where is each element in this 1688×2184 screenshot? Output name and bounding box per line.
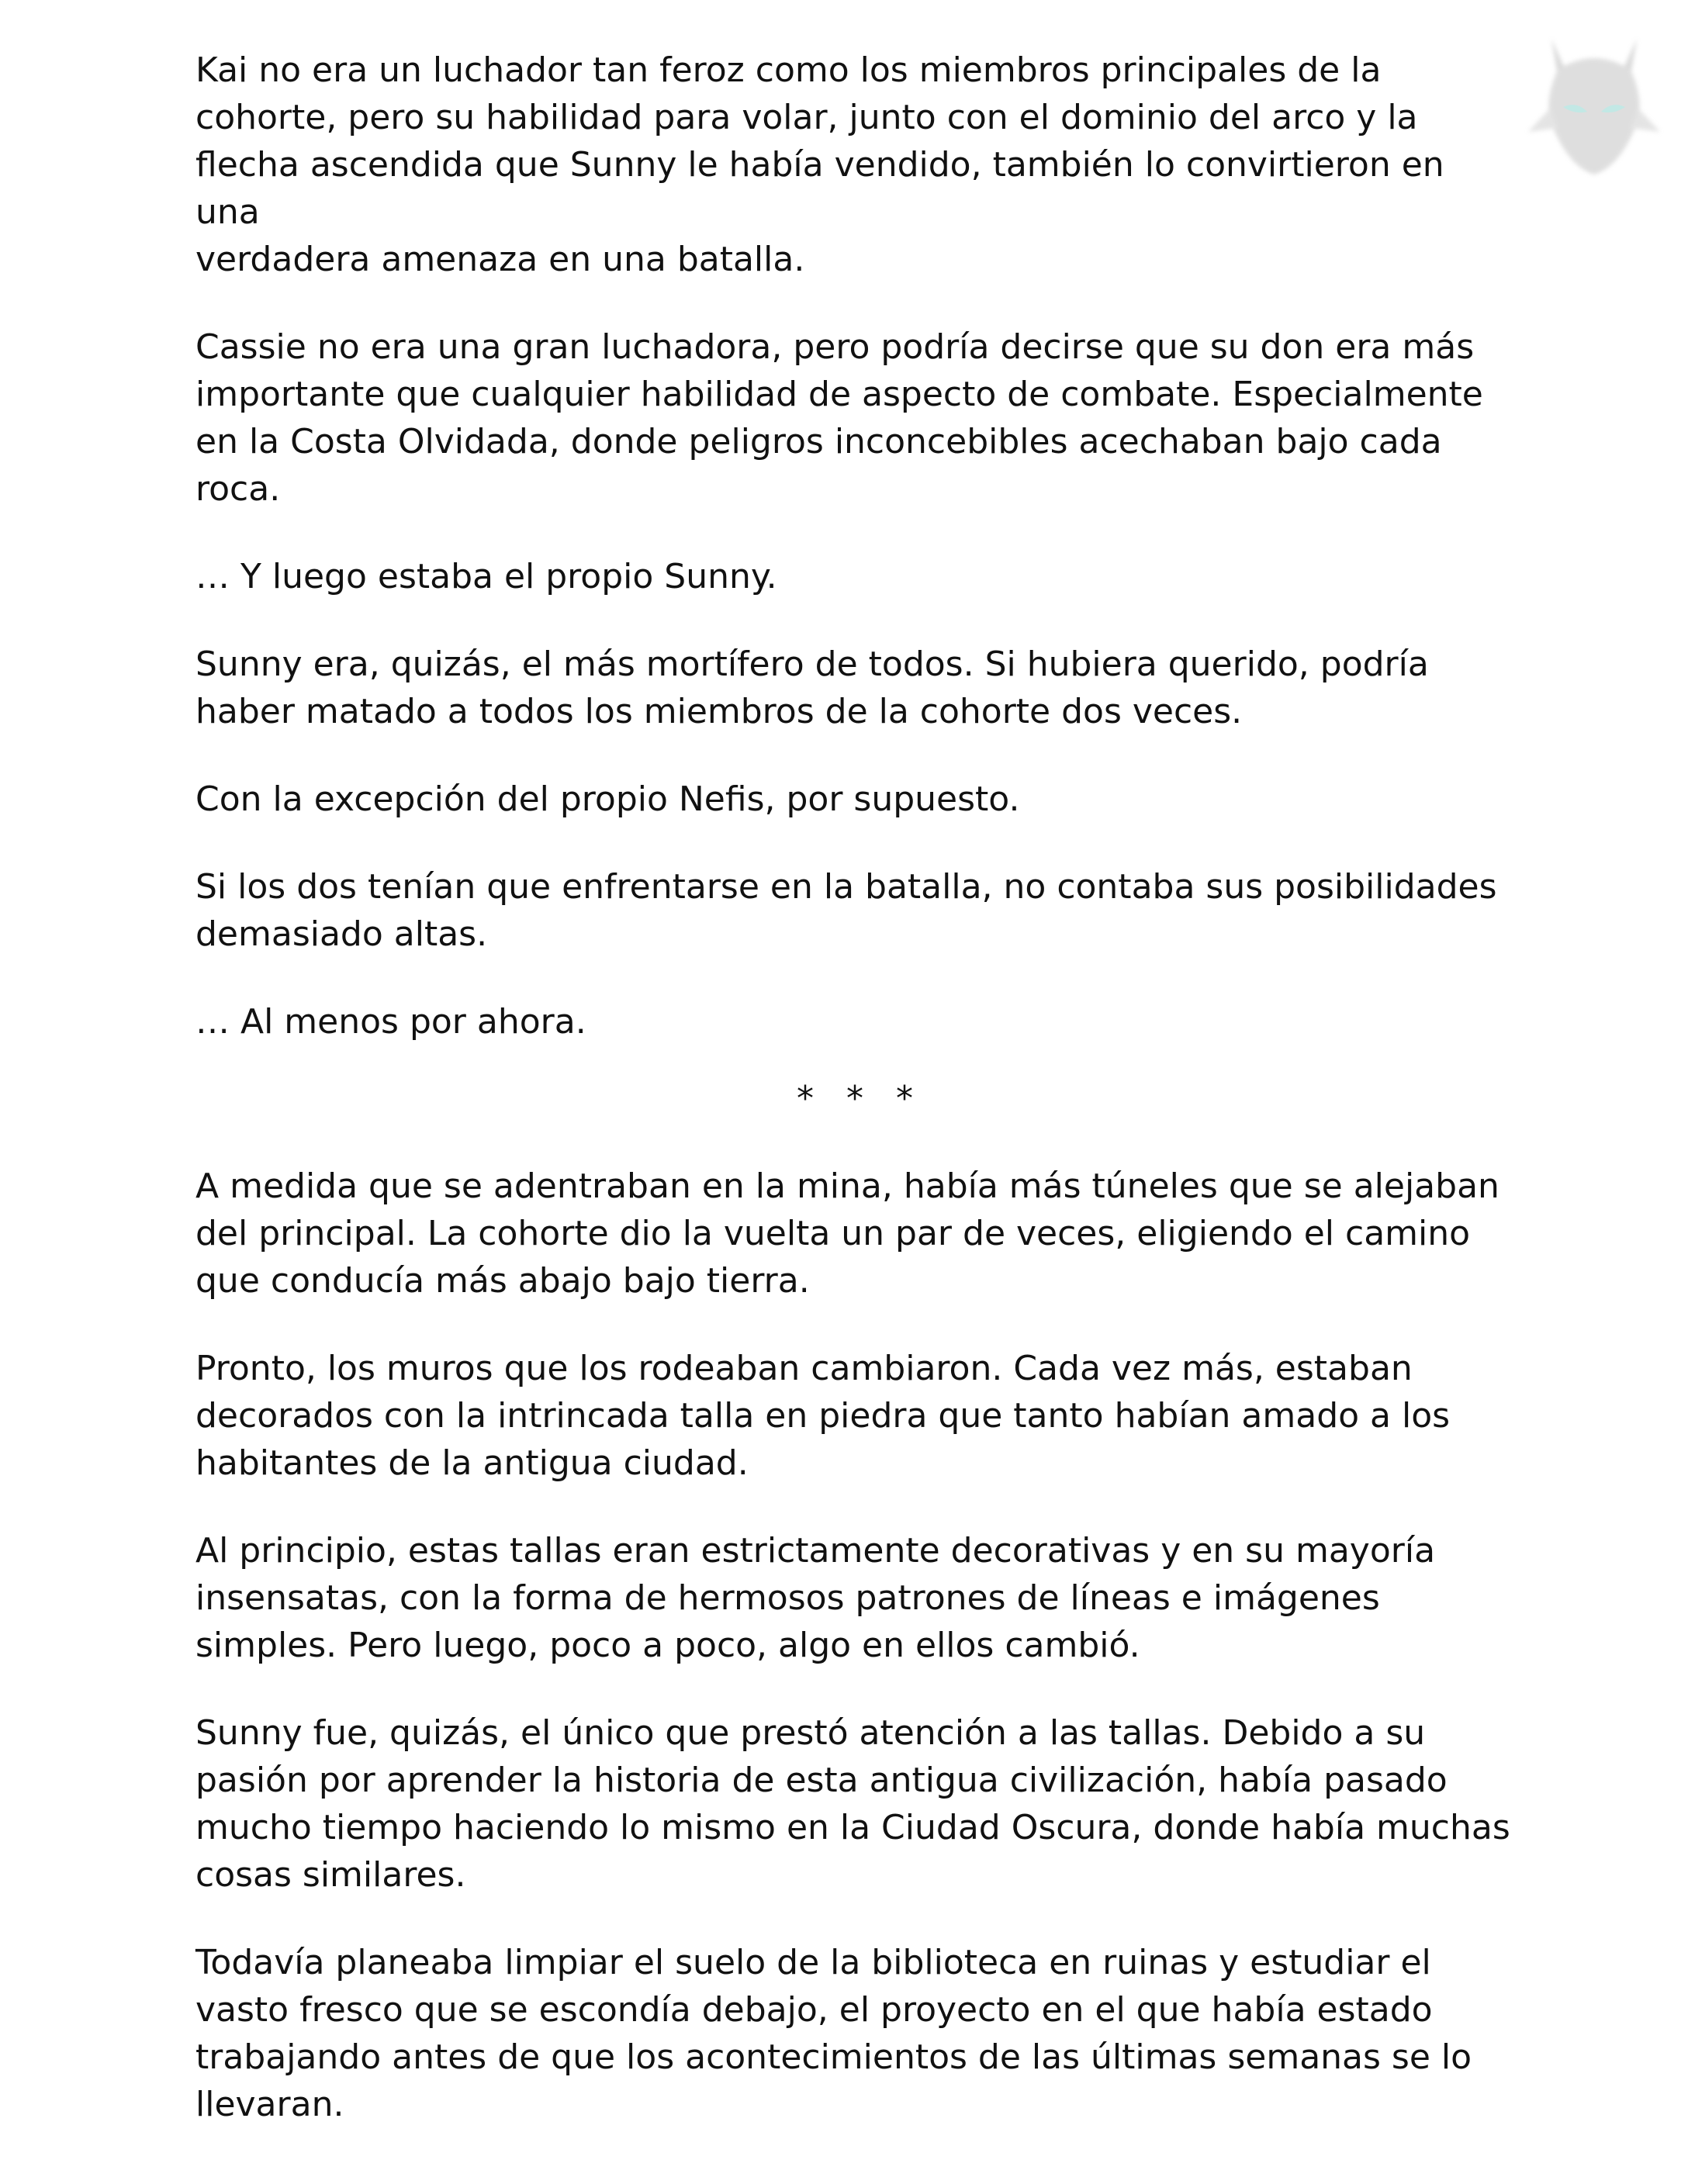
paragraph-2: Cassie no era una gran luchadora, pero podría decirse que su don era más importante que cualquier habilidad de aspecto de combate. Especialmente en la Costa Olvidada, donde peligros inconcebibles acechaban bajo cada roca. xyxy=(195,327,1483,509)
paragraph-9: Pronto, los muros que los rodeaban cambiaron. Cada vez más, estaban decorados con la intrincada talla en piedra que tanto habían amado a los habitantes de la antigua ciudad. xyxy=(195,1349,1451,1483)
paragraph-5: Con la excepción del propio Nefis, por supuesto. xyxy=(195,779,1020,819)
paragraph-11: Sunny fue, quizás, el único que prestó atención a las tallas. Debido a su pasión por aprender la historia de esta antigua civilización, había pasado mucho tiempo haciendo lo mismo en la Ciudad Oscura, donde había muchas cosas similares. xyxy=(195,1713,1510,1895)
scene-separator: * * * xyxy=(797,1079,924,1118)
paragraph-10: Al principio, estas tallas eran estrictamente decorativas y en su mayoría insensatas, con la forma de hermosos patrones de líneas e imágenes simples. Pero luego, poco a poco, algo en ellos cambió. xyxy=(195,1531,1436,1665)
paragraph-6: Si los dos tenían que enfrentarse en la batalla, no contaba sus posibilidades demasiado altas. xyxy=(195,867,1497,954)
paragraph-3: … Y luego estaba el propio Sunny. xyxy=(195,557,777,596)
paragraph-12: Todavía planeaba limpiar el suelo de la biblioteca en ruinas y estudiar el vasto fresco que se escondía debajo, el proyecto en el que había estado trabajando antes de que los acontecimientos de las últimas semanas se lo llevaran. xyxy=(195,1943,1472,2124)
paragraph-8: A medida que se adentraban en la mina, había más túneles que se alejaban del principal. La cohorte dio la vuelta un par de veces, eligiendo el camino que conducía más abajo bajo tierra. xyxy=(195,1166,1499,1301)
chapter-text xyxy=(195,47,1514,2168)
demon-head-icon xyxy=(1520,16,1668,186)
paragraph-1: Kai no era un luchador tan feroz como los miembros principales de la cohorte, pero su habilidad para volar, junto con el dominio del arco y la flecha ascendida que Sunny le había vendido, también lo convirtieron en una verdadera amenaza en una batalla. xyxy=(195,50,1444,279)
paragraph-4: Sunny era, quizás, el más mortífero de todos. Si hubiera querido, podría haber matado a todos los miembros de la cohorte dos veces. xyxy=(195,644,1429,731)
paragraph-7: … Al menos por ahora. xyxy=(195,1002,586,1042)
